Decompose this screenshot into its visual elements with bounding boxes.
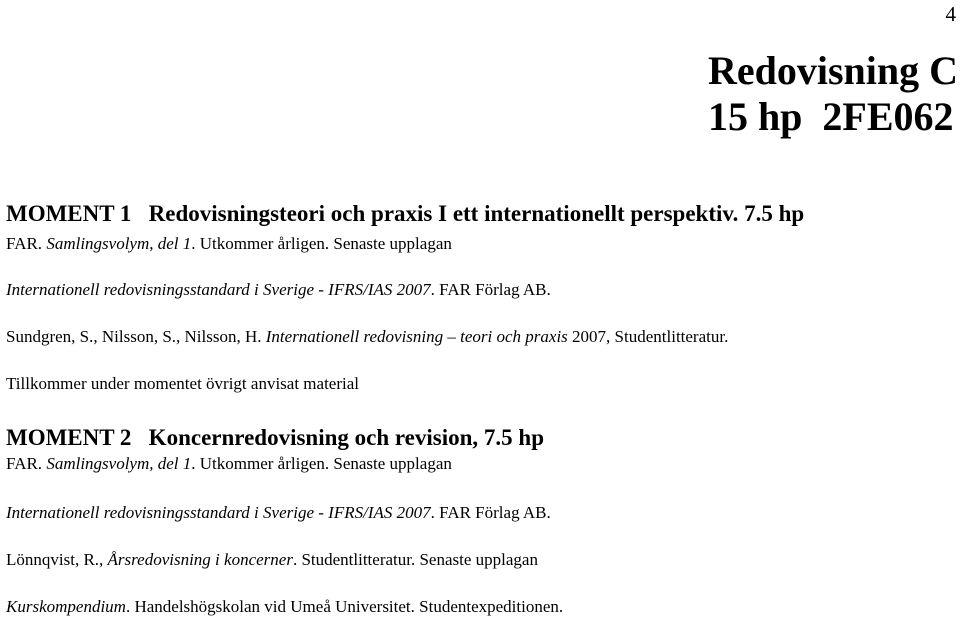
ref-title: Samlingsvolym, del 1 bbox=[46, 454, 192, 473]
course-title bbox=[708, 48, 958, 140]
ref-text: Lönnqvist, R., bbox=[6, 550, 108, 569]
ref-text: FAR. bbox=[6, 454, 47, 473]
ref-text: . Handelshögskolan vid Umeå Universitet. Studentexpeditionen. bbox=[125, 597, 564, 616]
moment1-note: Tillkommer under momentet övrigt anvisat material bbox=[6, 374, 359, 393]
ref-text: FAR. bbox=[6, 234, 47, 253]
ref-text: Sundgren, S., Nilsson, S., Nilsson, H. bbox=[6, 327, 266, 346]
ref-text: . Studentlitteratur. Senaste upplagan bbox=[292, 550, 538, 569]
moment2-heading: MOMENT 2 Koncernredovisning och revision, 7.5 hp bbox=[6, 425, 544, 450]
page-number: 4 bbox=[945, 2, 956, 26]
ref-title: Samlingsvolym, del 1 bbox=[46, 234, 192, 253]
ref-title: Internationell redovisning – teori och praxis bbox=[265, 327, 568, 346]
moment1-heading: MOMENT 1 Redovisningsteori och praxis I ett internationellt perspektiv. 7.5 hp bbox=[6, 201, 805, 226]
ref-title: Internationell redovisningsstandard i Sverige - IFRS/IAS 2007 bbox=[6, 280, 431, 299]
ref-text: . FAR Förlag AB. bbox=[430, 503, 551, 522]
moment2-reference-lonnqvist bbox=[6, 550, 538, 570]
ref-title: Kurskompendium bbox=[6, 597, 126, 616]
moment2-reference-ifrs bbox=[6, 503, 551, 523]
moment1-reference-far bbox=[6, 234, 452, 254]
moment1-reference-sundgren bbox=[6, 327, 728, 347]
ref-title: Internationell redovisningsstandard i Sverige - IFRS/IAS 2007 bbox=[6, 503, 431, 522]
course-title-line2: 15 hp 2FE062 bbox=[707, 94, 954, 139]
course-title-line1: Redovisning C bbox=[707, 48, 958, 93]
ref-text: 2007, Studentlitteratur. bbox=[567, 327, 729, 346]
moment2-reference-kurskompendium bbox=[6, 597, 563, 617]
moment2-reference-far bbox=[6, 454, 452, 474]
moment1-reference-ifrs bbox=[6, 280, 551, 300]
ref-text: . FAR Förlag AB. bbox=[430, 280, 551, 299]
ref-text: . Utkommer årligen. Senaste upplagan bbox=[191, 234, 452, 253]
ref-text: . Utkommer årligen. Senaste upplagan bbox=[191, 454, 452, 473]
ref-title: Årsredovisning i koncerner bbox=[107, 550, 293, 569]
